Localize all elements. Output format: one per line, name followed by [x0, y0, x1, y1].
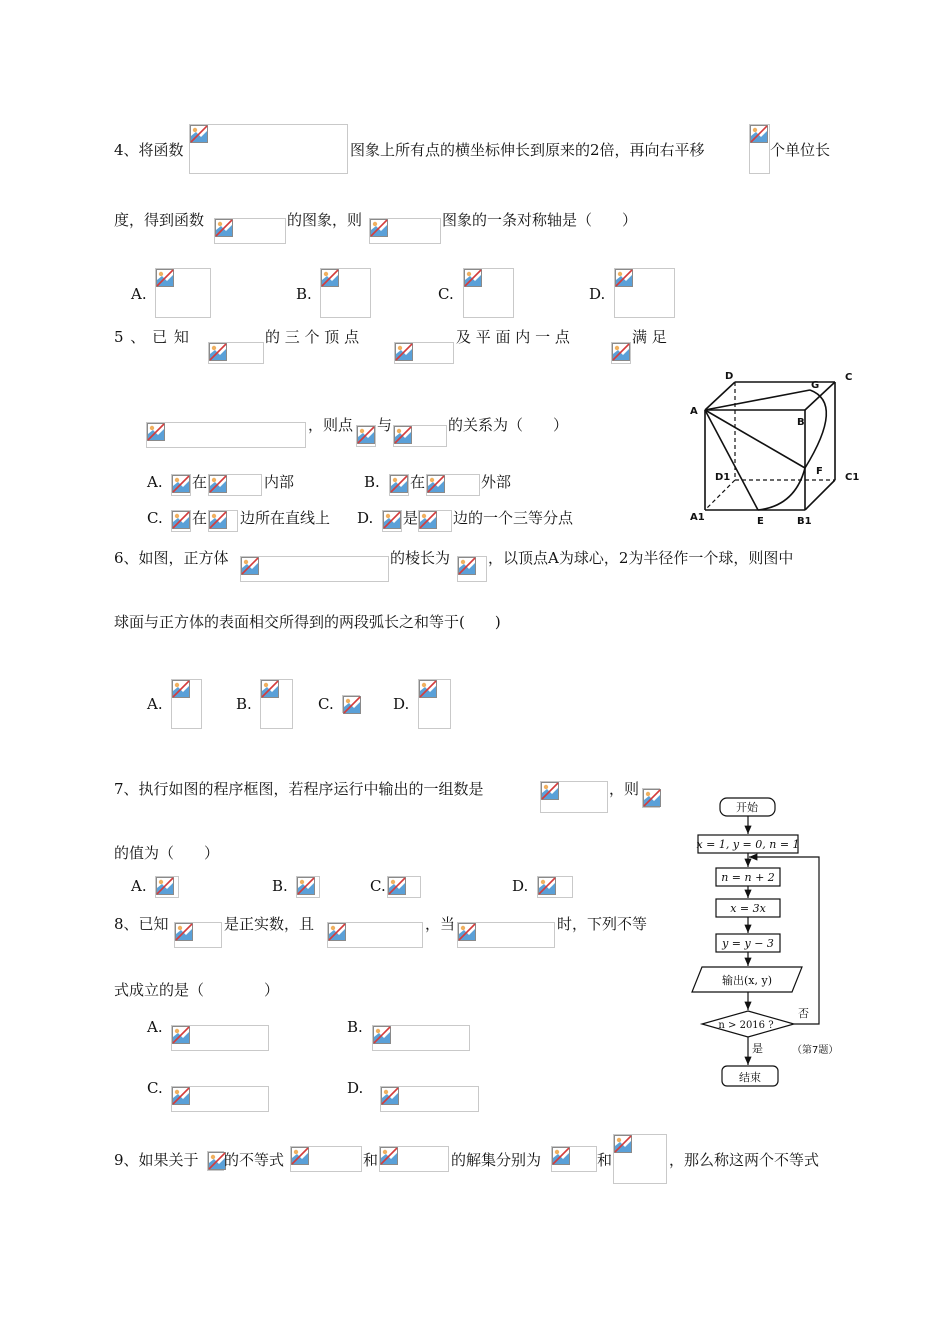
q4-text-2: 图象上所有点的横坐标伸长到原来的2倍，再向右平移	[350, 141, 705, 159]
broken-image-icon	[209, 343, 227, 361]
broken-image-icon	[321, 269, 339, 287]
q5-option-a-zai: 在	[192, 473, 208, 491]
q6-option-c-image	[342, 695, 360, 713]
q4-text-5: 的图象，则	[287, 211, 363, 229]
q5-text-5: ，则点	[308, 416, 354, 434]
q6-option-a-label: A.	[147, 695, 163, 713]
broken-image-icon	[427, 475, 445, 493]
q7-output-pair-image	[540, 781, 608, 813]
q6-option-b-label: B.	[236, 695, 252, 713]
q8-when-image	[457, 922, 555, 948]
broken-image-icon	[172, 1026, 190, 1044]
q4-func-g-image	[214, 218, 286, 244]
q6-edge-image	[457, 556, 487, 582]
q8-option-a-label: A.	[147, 1018, 163, 1036]
flow-init-text: x = 1, y = 0, n = 1	[696, 838, 800, 851]
q7-t-image	[642, 788, 660, 808]
q4-formula-image	[189, 124, 348, 174]
q8-ab-image	[174, 922, 222, 948]
q5-abc-image	[393, 425, 447, 447]
q6-text-2: 的棱长为	[390, 549, 451, 567]
q5-option-a-abc	[208, 474, 262, 496]
broken-image-icon	[297, 877, 315, 895]
broken-image-icon	[209, 511, 227, 529]
cube-label-b: B	[797, 417, 805, 428]
q4-option-c-image	[463, 268, 514, 318]
broken-image-icon	[381, 1087, 399, 1105]
cube-label-g: G	[811, 380, 820, 391]
q9-text-4: ，那么称这两个不等式	[669, 1151, 820, 1169]
q5-option-b-tail: 外部	[481, 473, 512, 491]
q8-option-d-image	[380, 1086, 479, 1112]
q5-text-6: 与	[377, 416, 393, 434]
broken-image-icon	[190, 125, 208, 143]
q8-condition-image	[327, 922, 423, 948]
q8-option-d-label: D.	[347, 1079, 364, 1097]
q8-option-b-image	[372, 1025, 470, 1051]
broken-image-icon	[343, 696, 361, 714]
q9-ineq2-image	[379, 1146, 449, 1172]
cube-label-e: E	[757, 516, 764, 527]
q7-option-a-image	[155, 876, 179, 898]
broken-image-icon	[552, 1147, 570, 1165]
q9-text-2: 的不等式	[224, 1151, 285, 1169]
broken-image-icon	[614, 1135, 632, 1153]
q4-option-a-label: A.	[131, 285, 147, 303]
broken-image-icon	[541, 782, 559, 800]
flow-caption: （第7题）	[792, 1045, 839, 1056]
broken-image-icon	[175, 923, 193, 941]
broken-image-icon	[156, 877, 174, 895]
broken-image-icon	[615, 269, 633, 287]
flow-step1-text: n = n + 2	[721, 871, 775, 884]
q5-option-b-zai: 在	[410, 473, 426, 491]
broken-image-icon	[370, 219, 388, 237]
q6-text-3: ，以顶点A为球心，2为半径作一个球，则图中	[488, 549, 794, 567]
q5-triangle-image	[208, 342, 264, 364]
q5-option-a-label: A.	[147, 473, 163, 491]
q9-text-3: 的解集分别为	[451, 1151, 542, 1169]
q4-option-c-label: C.	[438, 285, 454, 303]
broken-image-icon	[172, 1087, 190, 1105]
q5-vertices-image	[394, 342, 454, 364]
q4-shift-image	[749, 124, 770, 174]
broken-image-icon	[291, 1147, 309, 1165]
broken-image-icon	[538, 877, 556, 895]
q5-option-b-p	[389, 474, 409, 496]
q5-option-c-side	[208, 510, 238, 532]
q7-option-d-label: D.	[512, 877, 529, 895]
q4-func-g2-image	[369, 218, 441, 244]
broken-image-icon	[156, 269, 174, 287]
broken-image-icon	[395, 343, 413, 361]
q8-text-1: 8、已知	[114, 915, 169, 933]
q4-option-b-image	[320, 268, 371, 318]
q6-option-d-label: D.	[393, 695, 410, 713]
q7-text-2: ，则	[609, 780, 640, 798]
cube-label-d: D	[725, 371, 734, 382]
q9-text-1: 9、如果关于	[114, 1151, 199, 1169]
q7-option-c-label: C.	[370, 877, 386, 895]
flow-no-label: 否	[798, 1007, 809, 1020]
broken-image-icon	[643, 789, 661, 807]
q4-text-3: 个单位长	[770, 141, 831, 159]
q7-option-a-label: A.	[131, 877, 147, 895]
q5-text-7: 的关系为（ ）	[448, 416, 569, 434]
broken-image-icon	[612, 343, 630, 361]
sphere-arc-top	[805, 390, 826, 468]
q5-point-image	[611, 342, 631, 364]
q5-option-d-side	[418, 510, 452, 532]
broken-image-icon	[394, 426, 412, 444]
q6-cube-name-image	[240, 556, 389, 582]
broken-image-icon	[380, 1147, 398, 1165]
q6-option-a-image	[171, 679, 202, 729]
q5-option-b-label: B.	[364, 473, 380, 491]
broken-image-icon	[241, 557, 259, 575]
q8-option-c-label: C.	[147, 1079, 163, 1097]
q4-option-a-image	[155, 268, 211, 318]
q5-option-c-label: C.	[147, 509, 163, 527]
broken-image-icon	[750, 125, 768, 143]
q6-option-d-image	[418, 679, 451, 729]
sphere-arc-bottom	[758, 468, 805, 510]
broken-image-icon	[390, 475, 408, 493]
q8-text-4: 时，下列不等	[557, 915, 648, 933]
q8-text-2: 是正实数，且	[224, 915, 315, 933]
flow-start-text: 开始	[736, 801, 758, 814]
q5-text-3: 及 平 面 内 一 点	[456, 328, 570, 346]
cube-label-b1: B1	[797, 516, 812, 527]
q5-option-c-p	[171, 510, 191, 532]
q5-vector-eq-image	[146, 422, 306, 448]
q7-text-1: 7、执行如图的程序框图，若程序运行中输出的一组数是	[114, 780, 484, 798]
flow-cond-text: n > 2016 ?	[718, 1020, 774, 1031]
q4-text-4: 度，得到函数	[114, 211, 205, 229]
cube-label-c: C	[845, 372, 853, 383]
cube-label-a1: A1	[690, 512, 705, 523]
broken-image-icon	[172, 475, 190, 493]
broken-image-icon	[388, 877, 406, 895]
q9-set2-image	[613, 1134, 667, 1184]
broken-image-icon	[419, 511, 437, 529]
broken-image-icon	[373, 1026, 391, 1044]
broken-image-icon	[458, 923, 476, 941]
cube-label-c1: C1	[845, 472, 860, 483]
cube-label-f: F	[816, 466, 823, 477]
cube-hidden-edge	[705, 480, 735, 510]
flow-output-text: 输出(x, y)	[722, 974, 772, 987]
broken-image-icon	[172, 680, 190, 698]
q7-option-b-label: B.	[272, 877, 288, 895]
q8-text-5: 式成立的是（ ）	[114, 981, 280, 999]
q4-text-6: 图象的一条对称轴是（ ）	[442, 211, 638, 229]
q4-text-1: 4、将函数	[114, 141, 184, 159]
flow-yes-label: 是	[752, 1042, 763, 1055]
q9-set1-image	[551, 1146, 597, 1172]
q5-p-image	[356, 425, 376, 447]
q8-option-b-label: B.	[347, 1018, 363, 1036]
q6-option-c-label: C.	[318, 695, 334, 713]
q7-option-c-image	[387, 876, 421, 898]
q4-option-d-label: D.	[589, 285, 606, 303]
broken-image-icon	[464, 269, 482, 287]
q7-option-d-image	[537, 876, 573, 898]
flow-step3-text: y = y − 3	[722, 937, 774, 950]
cube-edge	[805, 480, 835, 510]
q5-option-d-label: D.	[357, 509, 374, 527]
q5-option-a-tail: 内部	[264, 473, 295, 491]
q7-text-3: 的值为（ ）	[114, 844, 220, 862]
broken-image-icon	[209, 475, 227, 493]
flowchart	[680, 793, 880, 1098]
broken-image-icon	[458, 557, 476, 575]
q6-text-4: 球面与正方体的表面相交所得到的两段弧长之和等于( )	[114, 613, 501, 631]
q5-text-4: 满 足	[632, 328, 667, 346]
cube-label-d1: D1	[715, 472, 731, 483]
cube-figure	[685, 368, 865, 533]
q5-option-c-zai: 在	[192, 509, 208, 527]
q6-text-1: 6、如图，正方体	[114, 549, 229, 567]
q8-text-3: ，当	[425, 915, 456, 933]
q8-option-a-image	[171, 1025, 269, 1051]
q5-option-d-p	[382, 510, 402, 532]
q6-option-b-image	[260, 679, 293, 729]
broken-image-icon	[357, 426, 375, 444]
q5-option-c-tail: 边所在直线上	[240, 509, 331, 527]
q9-ineq1-image	[290, 1146, 362, 1172]
q5-option-d-tail: 边的一个三等分点	[453, 509, 574, 527]
q9-x-image	[207, 1151, 224, 1171]
q4-option-b-label: B.	[296, 285, 312, 303]
cube-label-a: A	[690, 406, 698, 417]
q8-option-c-image	[171, 1086, 269, 1112]
broken-image-icon	[215, 219, 233, 237]
q7-option-b-image	[296, 876, 320, 898]
broken-image-icon	[172, 511, 190, 529]
broken-image-icon	[261, 680, 279, 698]
q9-text-he2: 和	[597, 1151, 613, 1169]
q9-text-he1: 和	[363, 1151, 379, 1169]
flow-end-text: 结束	[739, 1071, 761, 1084]
q5-option-b-abc	[426, 474, 480, 496]
q5-text-2: 的 三 个 顶 点	[265, 328, 360, 346]
q5-option-a-p	[171, 474, 191, 496]
broken-image-icon	[147, 423, 165, 441]
flow-step2-text: x = 3x	[730, 902, 766, 915]
q5-text-1: 5 、 已 知	[114, 328, 189, 346]
cube-diagonal	[705, 390, 810, 410]
broken-image-icon	[419, 680, 437, 698]
q4-option-d-image	[614, 268, 675, 318]
broken-image-icon	[328, 923, 346, 941]
broken-image-icon	[383, 511, 401, 529]
q5-option-d-shi: 是	[403, 509, 419, 527]
